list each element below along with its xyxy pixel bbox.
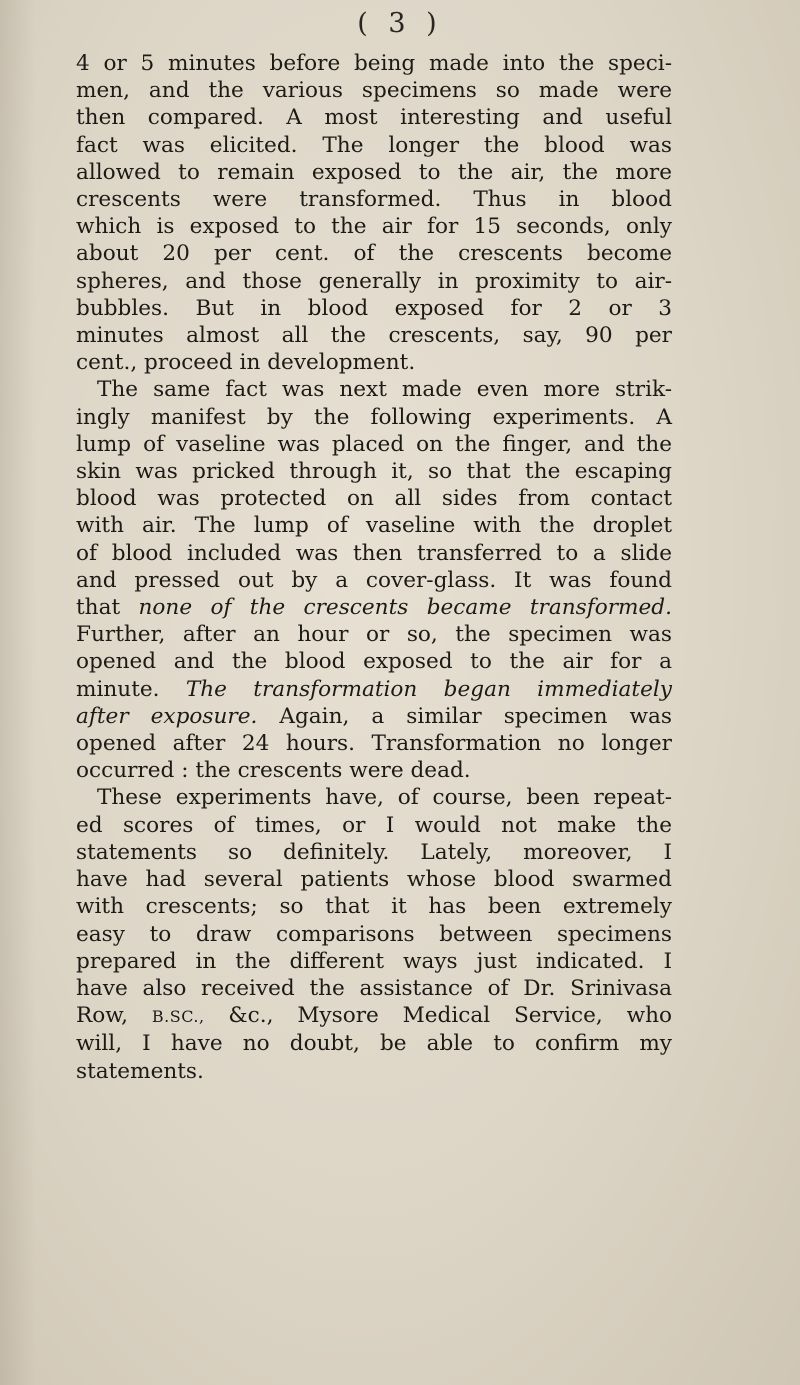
paragraph-2 [76, 376, 672, 784]
text-span: Row, [76, 1003, 152, 1029]
text-span: Again, a similar specimen was [257, 703, 672, 729]
text-line: of blood included was then transferred to a slide [76, 540, 672, 566]
text-line: easy to draw comparisons between specimens [76, 921, 672, 947]
text-line: then compared. A most interesting and useful [76, 105, 672, 131]
text-line: have also received the assistance of Dr. Srinivasa [76, 975, 672, 1001]
text-line: statements. [76, 1058, 204, 1084]
paragraph-1 [76, 50, 672, 376]
text-line: lump of vaseline was placed on the finger, and the [76, 431, 672, 457]
text-line: will, I have no doubt, be able to confirm my [76, 1031, 672, 1057]
text-line: opened after 24 hours. Transformation no longer [76, 731, 672, 757]
page-edge-shadow [0, 0, 36, 1385]
text-line: minutes almost all the crescents, say, 90 per [76, 323, 672, 349]
text-line [76, 703, 672, 730]
italic-text: after exposure. [76, 703, 258, 729]
text-line: which is exposed to the air for 15 seconds, only [76, 214, 672, 240]
text-line: with air. The lump of vaseline with the droplet [76, 513, 672, 539]
text-line: opened and the blood exposed to the air for a [76, 649, 672, 675]
italic-text: none of the crescents became transformed. [138, 595, 672, 621]
text-line: skin was pricked through it, so that the escaping [76, 459, 672, 485]
body-text [76, 50, 672, 1085]
text-line: and pressed out by a cover-glass. It was found [76, 567, 672, 593]
text-line: occurred : the crescents were dead. [76, 758, 471, 784]
text-line [76, 594, 672, 621]
text-line: with crescents; so that it has been extremely [76, 894, 672, 920]
text-span: minute. [76, 676, 186, 702]
text-line: about 20 per cent. of the crescents become [76, 241, 672, 267]
text-line: ingly manifest by the following experiments. A [76, 404, 672, 430]
page-number: ( 3 ) [357, 8, 443, 39]
degree-abbreviation: B.SC., [151, 1007, 205, 1027]
text-span: &c., Mysore Medical Service, who [204, 1003, 672, 1029]
text-line: Further, after an hour or so, the specimen was [76, 622, 672, 648]
text-line: prepared in the different ways just indicated. I [76, 948, 672, 974]
text-line [76, 676, 672, 703]
text-line: These experiments have, of course, been repeat- [97, 785, 672, 811]
text-line: spheres, and those generally in proximity to air- [76, 268, 672, 294]
text-line: ed scores of times, or I would not make the [76, 812, 672, 838]
text-line: The same fact was next made even more strik- [97, 377, 672, 403]
text-line: bubbles. But in blood exposed for 2 or 3 [76, 295, 672, 321]
text-line: allowed to remain exposed to the air, the more [76, 159, 672, 185]
text-span: that [76, 595, 139, 621]
italic-text: The transformation began immediately [185, 676, 672, 702]
text-line: 4 or 5 minutes before being made into the speci- [76, 51, 672, 76]
text-line: cent., proceed in development. [76, 350, 416, 376]
text-line: statements so definitely. Lately, moreover, I [76, 839, 672, 865]
paragraph-3 [76, 784, 672, 1084]
text-line: fact was elicited. The longer the blood was [76, 132, 672, 158]
text-line: have had several patients whose blood swarmed [76, 867, 672, 893]
text-line: men, and the various specimens so made were [76, 78, 672, 104]
text-line: blood was protected on all sides from contact [76, 486, 672, 512]
text-line: crescents were transformed. Thus in blood [76, 187, 672, 213]
text-line [76, 1002, 672, 1030]
